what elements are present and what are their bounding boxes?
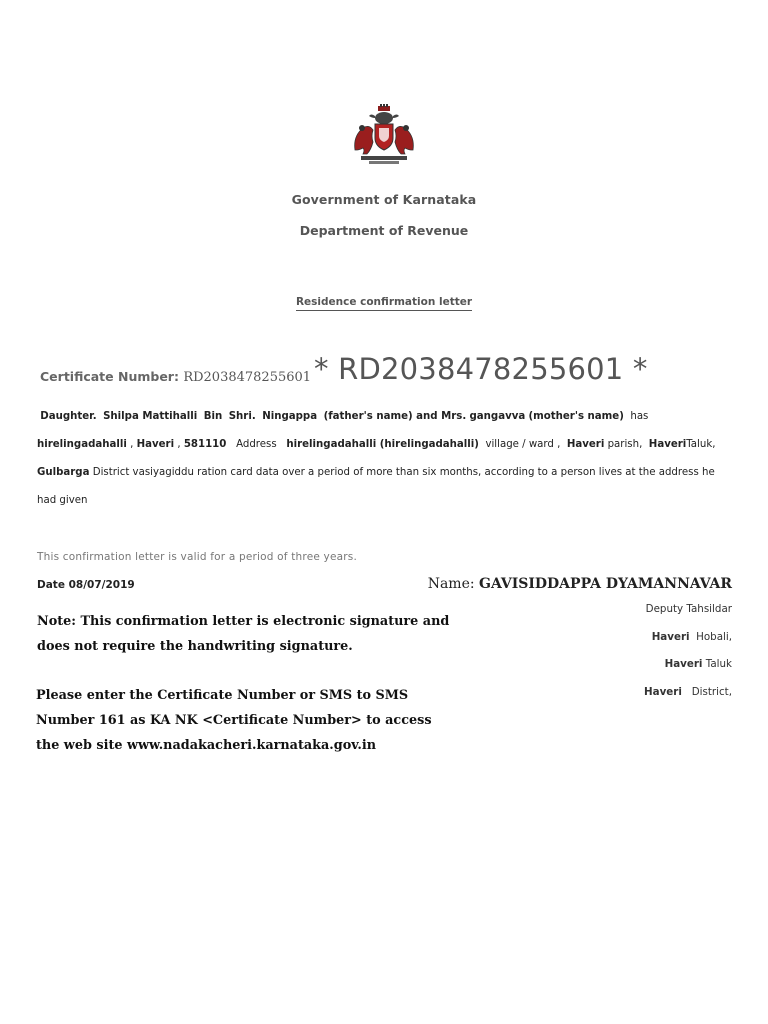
father-name: Ningappa (262, 411, 318, 422)
hobali-label: Hobali, (696, 631, 732, 643)
mother-name: gangavva (469, 411, 526, 422)
bin-word: Bin (203, 411, 223, 422)
certificate-number-label: Certificate Number: (40, 369, 179, 384)
village-name: hirelingadahalli (hirelingadahalli) (286, 439, 479, 450)
verification-instructions: Please enter the Certificate Number or SMS to SMS Number 161 as KA NK <Certificate Number> to access the web site www.nadakacheri.karnataka.gov.in (36, 688, 432, 753)
signatory-taluk (480, 658, 732, 670)
parish-name: Haveri (566, 439, 605, 450)
karnataka-emblem-icon (349, 104, 419, 166)
signatory-designation: Deputy Tahsildar (645, 603, 732, 615)
pincode: 581110 (183, 439, 227, 450)
certificate-number-value: RD2038478255601 (183, 370, 312, 385)
village-label: village / ward , (485, 439, 561, 450)
sig-taluk-label: Taluk (705, 658, 732, 670)
hobali-name: Haveri (651, 631, 690, 643)
person-name: Shilpa Mattihalli (103, 411, 198, 422)
taluk-label: Taluk, (686, 439, 716, 450)
has-word: has (630, 411, 649, 422)
parish-label: parish, (607, 439, 643, 450)
address-separator: , (130, 439, 134, 450)
validity-notice: This confirmation letter is valid for a period of three years. (37, 551, 357, 563)
letter-body (37, 403, 737, 515)
address-label: Address (236, 439, 277, 450)
sig-district-label: District, (691, 686, 732, 698)
address-separator: , (177, 439, 181, 450)
taluk-name: Haveri (648, 439, 687, 450)
address-town: Haveri (136, 439, 175, 450)
signatory-name-line (380, 576, 732, 592)
sig-taluk-name: Haveri (664, 658, 703, 670)
department-name: Department of Revenue (299, 223, 469, 238)
father-prefix: Shri. (228, 411, 256, 422)
signatory-name-label: Name: (427, 576, 475, 592)
sig-district-name: Haveri (644, 686, 682, 698)
letter-title: Residence confirmation letter (296, 296, 472, 311)
certificate-barcode-text: * RD2038478255601 * (314, 352, 648, 386)
address-place: hirelingadahalli (37, 439, 127, 450)
signatory-district (480, 686, 732, 698)
issue-date: Date 08/07/2019 (37, 579, 135, 591)
relation: Daughter. (40, 411, 97, 422)
signatory-hobali (480, 631, 732, 643)
mother-label: (mother's name) (528, 411, 624, 422)
certificate-number-line (40, 369, 311, 385)
electronic-signature-note: Note: This confirmation letter is electronic signature and does not require the handwriting signature. (37, 614, 450, 654)
signatory-name: GAVISIDDAPPA DYAMANNAVAR (479, 576, 732, 592)
district-name: Gulbarga (37, 467, 90, 478)
district-text: District vasiyagiddu ration card data over a period of more than six months, according to a person lives at the address he had given (37, 467, 715, 506)
government-name: Government of Karnataka (291, 192, 477, 207)
father-label: (father's name) and Mrs. (323, 411, 467, 422)
